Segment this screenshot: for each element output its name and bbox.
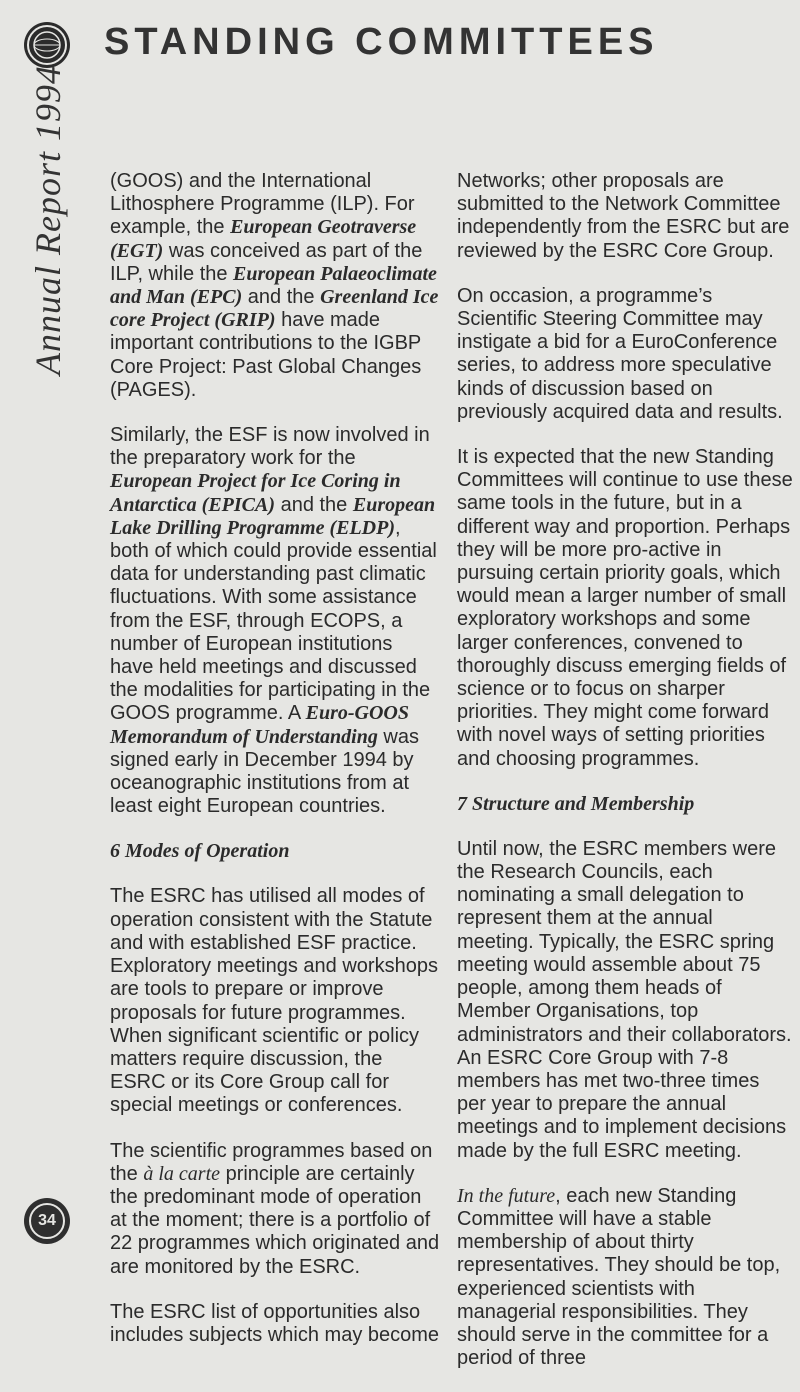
section-heading-structure-and-membership: 7 Structure and Membership [457,792,695,815]
page-number: 34 [29,1203,65,1239]
esf-emblem-icon [24,22,70,68]
future-lead-italic: In the future [457,1184,556,1207]
text-run: Similarly, the ESF is now involved in the preparatory work for the [110,424,430,470]
right-paragraph-2: On occasion, a programme’s Scientific Steering Committee may instigate a bid for a EuroConference series, to address more speculative kinds of discussion based on previously acquired data and results. [457,284,783,423]
page-header-title: STANDING COMMITTEES [104,21,659,63]
text-run: and the [275,493,353,516]
left-paragraph-5: The ESRC list of opportunities also includes subjects which may become [110,1300,440,1346]
emphasized-term: Greenland Ice core Project (GRIP) [110,286,439,332]
right-paragraph-1: Networks; other proposals are submitted to the Network Committee independently from the ESRC but are reviewed by the ESRC Core Group. [457,170,790,262]
right-text-column [457,170,793,1392]
left-paragraph-2 [110,424,440,818]
text-run: (GOOS) and the International Lithosphere Programme (ILP). For example, the [110,170,415,239]
right-paragraph-4: Until now, the ESRC members were the Research Councils, each nominating a small delegation to represent them at the annual meeting. Typically, the ESRC spring meeting would assemble about 75 people, among them heads of Member Organisations, top administrators and their collaborators. An ESRC Core Group with 7-8 members has met two-three times per year to prepare the annual meetings and to implement decisions made by the full ESRC meeting. [457,837,792,1162]
emphasized-term: European Project for Ice Coring in Antarctica (EPICA) [110,470,401,516]
right-paragraph-5 [457,1185,793,1371]
text-run: , both of which could provide essential data for understanding past climatic fluctuations. With some assistance from the ESF, through ECOPS, a number of European institutions have held meetings and discussed the modalities for participating in the GOOS programme. A [110,516,437,725]
left-text-column [110,170,440,1369]
right-paragraph-3: It is expected that the new Standing Committees will continue to use these same tools in the future, but in a different way and proportion. Perhaps they will be more pro-active in pursuing certain priority goals, which would mean a larger number of small exploratory workshops and some larger conferences, convened to thoroughly discuss emerging fields of science or to focus on sharper priorities. They might come forward with novel ways of setting priorities and choosing programmes. [457,446,793,770]
report-vertical-title [28,65,68,375]
report-title-text: Annual Report 1994 [28,65,68,375]
page-number-badge [24,1198,70,1244]
text-run: was signed early in December 1994 by oceanographic institutions from at least eight European countries. [110,725,419,818]
text-run: The scientific programmes based on the [110,1139,433,1185]
text-run: have made important contributions to the IGBP Core Project: Past Global Changes (PAGES). [110,309,422,401]
text-run: and the [242,286,321,309]
text-run: was conceived as part of the ILP, while the [110,239,423,285]
emphasized-term: European Geotraverse (EGT) [110,216,417,262]
text-run: principle are certainly the predominant mode of operation at the moment; there is a portfolio of 22 programmes which originated and are monitored by the ESRC. [110,1162,440,1278]
emphasized-term: European Palaeoclimate and Man (EPC) [110,262,437,309]
emphasized-term: Euro-GOOS Memorandum of Understanding [110,702,409,748]
future-paragraph-text: , each new Standing Committee will have a stable membership of about thirty representatives. They should be top, experienced scientists with managerial responsibilities. They should serve in the committee for a period of three [457,1184,781,1370]
left-paragraph-1 [110,170,440,402]
italic-term: à la carte [143,1162,221,1185]
section-heading-modes-of-operation: 6 Modes of Operation [110,840,290,863]
left-paragraph-3: The ESRC has utilised all modes of operation consistent with the Statute and with established ESF practice. Exploratory meetings and workshops are tools to prepare or improve proposals for future programmes. When significant scientific or policy matters require discussion, the ESRC or its Core Group call for special meetings or conferences. [110,885,438,1117]
left-paragraph-4 [110,1140,440,1279]
emphasized-term: European Lake Drilling Programme (ELDP) [110,493,436,539]
